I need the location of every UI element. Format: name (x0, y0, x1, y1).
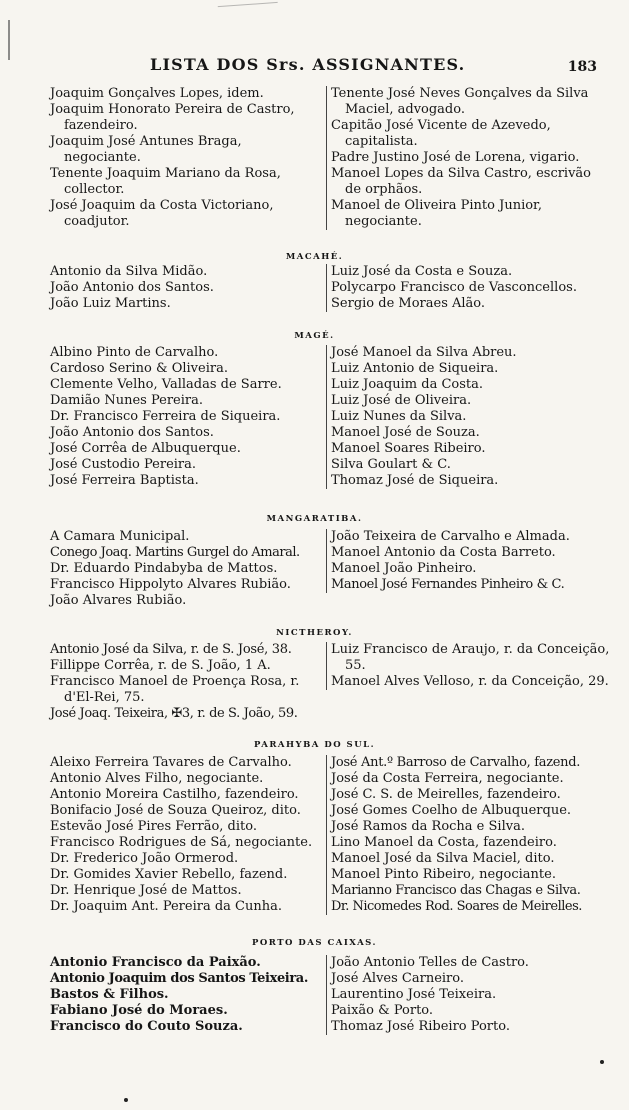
subscriber-entry: Antonio Francisco da Paixão. (50, 955, 261, 970)
subscriber-entry: Laurentino José Teixeira. (331, 987, 497, 1002)
subscriber-entry: Thomaz José Ribeiro Porto. (331, 1019, 510, 1034)
section-right-column (326, 955, 611, 1035)
section-left-column (50, 529, 320, 609)
section-left-column (50, 642, 320, 722)
subscriber-entry: José Manoel da Silva Abreu. (331, 345, 517, 360)
subscriber-entry: Bonifacio José de Souza Queiroz, dito. (50, 803, 301, 818)
subscriber-entry: Joaquim Gonçalves Lopes, idem. (50, 86, 264, 101)
section-title-macahe: MACAHÉ. (285, 252, 344, 262)
subscriber-entry: Fabiano José do Moraes. (50, 1003, 228, 1018)
subscriber-entry: João Luiz Martins. (50, 296, 171, 311)
subscriber-entry: Antonio Joaquim dos Santos Teixeira. (50, 971, 308, 986)
section-left-column (50, 264, 320, 312)
page-header (0, 55, 629, 81)
page-title: LISTA DOS Srs. ASSIGNANTES. (150, 55, 466, 74)
subscriber-entry: Francisco do Couto Souza. (50, 1019, 243, 1034)
subscriber-entry: Padre Justino José de Lorena, vigario. (331, 150, 580, 165)
subscriber-entry: João Antonio dos Santos. (50, 280, 214, 295)
subscriber-entry: Dr. Henrique José de Mattos. (50, 883, 242, 898)
subscriber-entry: José Ferreira Baptista. (50, 473, 199, 488)
subscriber-entry: Dr. Gomides Xavier Rebello, fazend. (50, 867, 288, 882)
page-number: 183 (567, 59, 597, 75)
subscriber-entry: Paixão & Porto. (331, 1003, 434, 1018)
subscriber-entry: João Alvares Rubião. (50, 593, 187, 608)
section-title-porto-das-caixas: PORTO DAS CAIXAS. (252, 938, 377, 948)
subscriber-entry: Manoel de Oliveira Pinto Junior, negociante. (331, 198, 542, 229)
subscriber-entry: Damião Nunes Pereira. (50, 393, 204, 408)
subscriber-entry: José Joaquim da Costa Victoriano, coadjutor. (50, 198, 274, 229)
subscriber-entry: Estevão José Pires Ferrão, dito. (50, 819, 257, 834)
subscriber-entry: Luiz José de Oliveira. (331, 393, 472, 408)
subscriber-entry: José Corrêa de Albuquerque. (50, 441, 241, 456)
subscriber-entry: José Ant.º Barroso de Carvalho, fazend. (331, 755, 581, 770)
subscriber-entry: João Antonio Telles de Castro. (331, 955, 529, 970)
subscriber-entry: Francisco Rodrigues de Sá, negociante. (50, 835, 313, 850)
subscriber-entry: Fillippe Corrêa, r. de S. João, 1 A. (50, 658, 271, 673)
subscriber-entry: Luiz Nunes da Silva. (331, 409, 467, 424)
subscriber-entry: José Custodio Pereira. (50, 457, 197, 472)
subscriber-entry: José da Costa Ferreira, negociante. (331, 771, 564, 786)
subscriber-entry: Antonio Alves Filho, negociante. (50, 771, 264, 786)
subscriber-entry: Manoel José da Silva Maciel, dito. (331, 851, 555, 866)
subscriber-entry: Clemente Velho, Valladas de Sarre. (50, 377, 282, 392)
section-right-column (326, 264, 611, 312)
first-block-left-column (50, 86, 320, 230)
section-left-column (50, 955, 320, 1035)
section-right-column (326, 345, 611, 489)
subscriber-entry: José Gomes Coelho de Albuquerque. (331, 803, 572, 818)
subscriber-entry: Lino Manoel da Costa, fazendeiro. (331, 835, 557, 850)
subscriber-entry: Joaquim José Antunes Braga, negociante. (50, 134, 242, 165)
subscriber-entry: Dr. Joaquim Ant. Pereira da Cunha. (50, 899, 282, 914)
subscriber-entry: Sergio de Moraes Alão. (331, 296, 486, 311)
section-right-column (326, 755, 611, 915)
subscriber-entry: Luiz Antonio de Siqueira. (331, 361, 499, 376)
subscriber-entry: Silva Goulart & C. (331, 457, 451, 472)
subscriber-entry: Manoel João Pinheiro. (331, 561, 477, 576)
section-title-mage: MAGÉ. (294, 331, 335, 341)
subscriber-entry: Dr. Nicomedes Rod. Soares de Meirelles. (331, 899, 582, 914)
subscriber-entry: Capitão José Vicente de Azevedo, capitalista. (331, 118, 551, 149)
section-title-parahyba-do-sul: PARAHYBA DO SUL. (253, 740, 376, 750)
subscriber-entry: Luiz Francisco de Araujo, r. da Conceição, 55. (331, 642, 610, 673)
subscriber-entry: João Antonio dos Santos. (50, 425, 214, 440)
subscriber-entry: Albino Pinto de Carvalho. (50, 345, 219, 360)
subscriber-entry: Antonio Moreira Castilho, fazendeiro. (50, 787, 299, 802)
subscriber-entry: Manoel Alves Velloso, r. da Conceição, 29. (331, 674, 609, 689)
subscriber-entry: Manoel José Fernandes Pinheiro & C. (331, 577, 565, 592)
subscriber-entry: José Alves Carneiro. (331, 971, 465, 986)
ink-smear (218, 2, 278, 15)
subscriber-entry: José Ramos da Rocha e Silva. (331, 819, 525, 834)
subscriber-entry: Dr. Eduardo Pindabyba de Mattos. (50, 561, 278, 576)
subscriber-entry: Tenente José Neves Gonçalves da Silva Maciel, advogado. (331, 86, 589, 117)
section-title-nictheroy: NICTHEROY. (276, 628, 353, 638)
section-title-mangaratiba: MANGARATIBA. (266, 514, 363, 524)
section-right-column (326, 642, 611, 690)
subscriber-entry: A Camara Municipal. (50, 529, 190, 544)
subscriber-entry: Bastos & Filhos. (50, 987, 169, 1002)
ink-speck (124, 1098, 128, 1102)
subscriber-entry: Manoel Lopes da Silva Castro, escrivão de orphãos. (331, 166, 592, 197)
subscriber-entry: Dr. Francisco Ferreira de Siqueira. (50, 409, 281, 424)
subscriber-entry: Marianno Francisco das Chagas e Silva. (331, 883, 581, 898)
subscriber-entry: Antonio José da Silva, r. de S. José, 38. (50, 642, 292, 657)
section-left-column (50, 345, 320, 489)
subscriber-entry: Luiz Joaquim da Costa. (331, 377, 484, 392)
subscriber-entry: João Teixeira de Carvalho e Almada. (331, 529, 570, 544)
subscriber-entry: Cardoso Serino & Oliveira. (50, 361, 228, 376)
subscriber-entry: Luiz José da Costa e Souza. (331, 264, 513, 279)
subscriber-entry: Polycarpo Francisco de Vasconcellos. (331, 280, 577, 295)
subscriber-entry: Joaquim Honorato Pereira de Castro, fazendeiro. (50, 102, 295, 133)
subscriber-entry: Thomaz José de Siqueira. (331, 473, 499, 488)
ink-speck (600, 1060, 604, 1064)
subscriber-entry: José C. S. de Meirelles, fazendeiro. (331, 787, 561, 802)
subscriber-entry: Dr. Frederico João Ormerod. (50, 851, 239, 866)
subscriber-entry: José Joaq. Teixeira, ✠3, r. de S. João, 59. (50, 706, 298, 721)
subscriber-entry: Manoel Antonio da Costa Barreto. (331, 545, 556, 560)
subscriber-entry: Manoel Pinto Ribeiro, negociante. (331, 867, 556, 882)
subscriber-entry: Francisco Manoel de Proença Rosa, r. d'El-Rei, 75. (50, 674, 300, 705)
subscriber-entry: Conego Joaq. Martins Gurgel do Amaral. (50, 545, 300, 560)
subscriber-entry: Tenente Joaquim Mariano da Rosa, collector. (50, 166, 281, 197)
section-left-column (50, 755, 320, 915)
subscriber-entry: Manoel Soares Ribeiro. (331, 441, 486, 456)
subscriber-entry: Manoel José de Souza. (331, 425, 480, 440)
subscriber-entry: Aleixo Ferreira Tavares de Carvalho. (50, 755, 292, 770)
page-edge-mark (8, 20, 10, 60)
section-right-column (326, 529, 611, 593)
subscriber-entry: Francisco Hippolyto Alvares Rubião. (50, 577, 291, 592)
first-block-right-column (326, 86, 611, 230)
subscriber-entry: Antonio da Silva Midão. (50, 264, 208, 279)
